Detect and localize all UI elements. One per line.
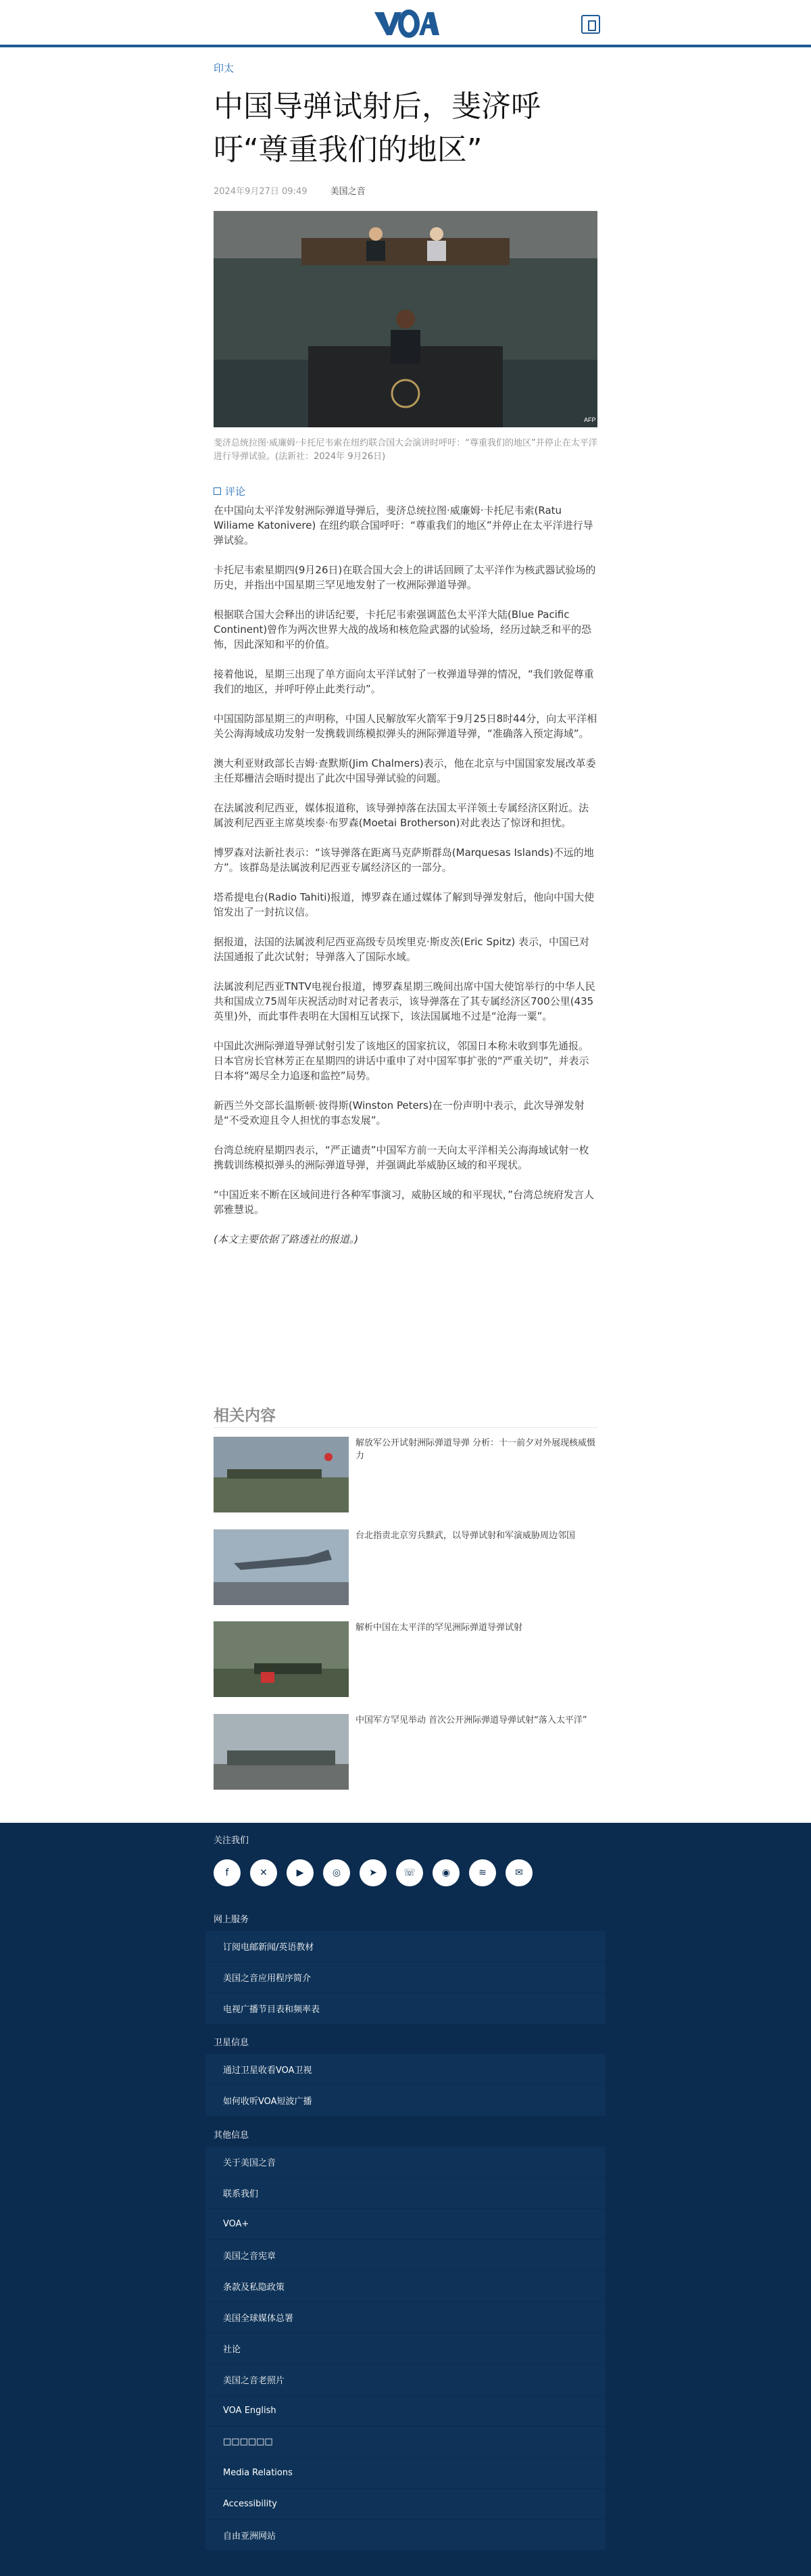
footer-link[interactable]: 社论 xyxy=(205,2333,606,2364)
email-icon[interactable]: ✉ xyxy=(506,1859,533,1886)
footer-link[interactable]: VOA+ xyxy=(205,2209,606,2240)
comments-label: 评论 xyxy=(225,485,246,498)
paragraph: 在法属波利尼西亚，媒体报道称，该导弹掉落在法国太平洋领土专属经济区附近。法属波利尼西亚主席莫埃泰·布罗森(Moetai Brotherson)对此表达了惊讶和担忧。 xyxy=(214,802,589,829)
related-thumbnail[interactable] xyxy=(214,1529,349,1605)
other-heading: 其他信息 xyxy=(214,2130,249,2141)
related-thumbnail[interactable] xyxy=(214,1621,349,1697)
publish-date: 2024年9月27日 09:49 xyxy=(214,187,308,197)
footer-link[interactable]: 如何收听VOA短波广播 xyxy=(205,2085,606,2116)
paragraph: 塔希提电台(Radio Tahiti)报道，博罗森在通过媒体了解到导弹发射后，他向中国大使馆发出了一封抗议信。 xyxy=(214,891,595,918)
other-info-list xyxy=(205,2147,606,2551)
comments-link[interactable] xyxy=(214,484,245,498)
online-services-list xyxy=(205,1931,606,2024)
paragraph: 新西兰外交部长温斯顿·彼得斯(Winston Peters)在一份声明中表示，此次导弹发射是“不受欢迎且令人担忧的事态发展”。 xyxy=(214,1099,585,1126)
related-title[interactable]: 解析中国在太平洋的罕见洲际弹道导弹试射 xyxy=(355,1623,523,1633)
article-meta xyxy=(214,184,366,197)
divider xyxy=(214,1427,597,1428)
page-title: 中国导弹试射后，斐济呼吁“尊重我们的地区” xyxy=(214,89,541,167)
comment-icon xyxy=(214,487,221,495)
byline-source[interactable]: 美国之音 xyxy=(330,187,366,197)
related-item[interactable] xyxy=(214,1714,597,1794)
footer-link[interactable]: Media Relations xyxy=(205,2458,606,2489)
footer-link[interactable]: □□□□□□ xyxy=(205,2427,606,2458)
paragraph: “中国近来不断在区域间进行各种军事演习，威胁区域的和平现状，”台湾总统府发言人郭雅慧说。 xyxy=(214,1189,595,1216)
article-body xyxy=(214,503,597,1262)
hero-image xyxy=(214,211,597,427)
footer-link[interactable]: VOA English xyxy=(205,2395,606,2427)
section-link[interactable]: 印太 xyxy=(214,62,235,74)
footer-link[interactable]: 通过卫星收看VOA卫视 xyxy=(205,2054,606,2085)
follow-heading: 关注我们 xyxy=(214,1836,249,1846)
footer-link[interactable]: 关于美国之音 xyxy=(205,2147,606,2178)
photo-credit: AFP xyxy=(584,416,596,423)
footer-link[interactable]: 联系我们 xyxy=(205,2178,606,2209)
related-title[interactable]: 中国军方罕见举动 首次公开洲际弹道导弹试射“落入太平洋” xyxy=(355,1715,587,1725)
paragraph: 中国此次洲际弹道导弹试射引发了该地区的国家抗议，邻国日本称未收到事先通报。日本官房长官林芳正在星期四的讲话中重申了对中国军事扩张的“严重关切”，并表示日本将“竭尽全力追逐和监控”局势。 xyxy=(214,1040,589,1082)
paragraph: 博罗森对法新社表示：“该导弹落在距离马克萨斯群岛(Marquesas Islands)不远的地方”。该群岛是法属波利尼西亚专属经济区的一部分。 xyxy=(214,846,594,874)
related-heading: 相关内容 xyxy=(214,1407,276,1425)
related-item[interactable] xyxy=(214,1621,597,1701)
paragraph: 根据联合国大会释出的讲话纪要，卡托尼韦索强调蓝色太平洋大陆(Blue Pacific Continent)曾作为两次世界大战的战场和核危险武器的试验场，经历过缺乏和平的恐怖，因此深知和平的价值。 xyxy=(214,609,592,650)
facebook-icon[interactable]: f xyxy=(214,1859,241,1886)
youtube-icon[interactable]: ▶ xyxy=(287,1859,314,1886)
satellite-list xyxy=(205,2054,606,2116)
related-item[interactable] xyxy=(214,1437,597,1517)
footer-link[interactable]: 自由亚洲网站 xyxy=(205,2520,606,2551)
paragraph: 中国国防部星期三的声明称，中国人民解放军火箭军于9月25日8时44分，向太平洋相关公海海域成功发射一发携载训练模拟弹头的洲际弹道导弹，“准确落入预定海域”。 xyxy=(214,713,597,740)
twitter-icon[interactable]: ✕ xyxy=(250,1859,277,1886)
footer-link[interactable]: 美国之音宪章 xyxy=(205,2240,606,2271)
paragraph: 法属波利尼西亚TNTV电视台报道，博罗森星期三晚间出席中国大使馆举行的中华人民共和国成立75周年庆祝活动时对记者表示，该导弹落在了其专属经济区700公里(435英里)外，而此事件表明在大国相互试探下，该法国属地不过是“沧海一粟”。 xyxy=(214,980,595,1022)
footer-link[interactable]: 美国全球媒体总署 xyxy=(205,2302,606,2333)
social-links xyxy=(214,1859,533,1886)
instagram-icon[interactable]: ◎ xyxy=(323,1859,350,1886)
voa-logo[interactable] xyxy=(372,8,439,39)
image-caption: 斐济总统拉图·威廉姆·卡托尼韦索在纽约联合国大会演讲时呼吁：“尊重我们的地区”并停止在太平洋进行导弹试验。(法新社：2024年 9月26日) xyxy=(214,438,597,462)
paragraph: 台湾总统府星期四表示，“严正谴责”中国军方前一天向太平洋相关公海海域试射一枚携载训练模拟弹头的洲际弹道导弹，并强调此举威胁区域的和平现状。 xyxy=(214,1144,589,1171)
footer-link[interactable]: 美国之音应用程序简介 xyxy=(205,1962,606,1993)
related-title[interactable]: 台北指责北京穷兵黩武，以导弹试射和军演威胁周边邻国 xyxy=(355,1531,576,1541)
footer-link[interactable]: 条款及私隐政策 xyxy=(205,2271,606,2302)
footer-link[interactable]: Accessibility xyxy=(205,2489,606,2520)
source-note: (本文主要依据了路透社的报道。) xyxy=(214,1233,359,1245)
footer-link[interactable]: 订阅电邮新闻/英语教材 xyxy=(205,1931,606,1962)
paragraph: 接着他说，星期三出现了单方面向太平洋试射了一枚弹道导弹的情况，“我们敦促尊重我们的地区，并呼吁停止此类行动”。 xyxy=(214,668,594,695)
paragraph: 据报道，法国的法属波利尼西亚高级专员埃里克·斯皮茨(Eric Spitz) 表示，中国已对法国通报了此次试射；导弹落入了国际水域。 xyxy=(214,936,590,963)
rss-icon[interactable]: ≋ xyxy=(469,1859,496,1886)
footer-link[interactable]: 电视广播节目表和频率表 xyxy=(205,1993,606,2024)
footer-link[interactable]: 美国之音老照片 xyxy=(205,2364,606,2395)
search-icon[interactable] xyxy=(581,15,600,34)
podcast-icon[interactable]: ◉ xyxy=(433,1859,460,1886)
top-bar xyxy=(0,0,811,47)
paragraph: 在中国向太平洋发射洲际弹道导弹后，斐济总统拉图·威廉姆·卡托尼韦索(Ratu Wiliame Katonivere) 在纽约联合国呼吁：“尊重我们的地区”并停止在太平洋进行导弹试验。 xyxy=(214,504,593,546)
related-title[interactable]: 解放军公开试射洲际弹道导弹 分析：十一前夕对外展现核威慑力 xyxy=(355,1438,596,1461)
paragraph: 澳大利亚财政部长吉姆·查默斯(Jim Chalmers)表示，他在北京与中国国家发展改革委主任郑栅洁会晤时提出了此次中国导弹试验的问题。 xyxy=(214,757,596,784)
related-thumbnail[interactable] xyxy=(214,1437,349,1512)
telegram-icon[interactable]: ➤ xyxy=(360,1859,387,1886)
whatsapp-icon[interactable]: ☏ xyxy=(396,1859,423,1886)
paragraph: 卡托尼韦索星期四(9月26日)在联合国大会上的讲话回顾了太平洋作为核武器试验场的历史，并指出中国星期三罕见地发射了一枚洲际弹道导弹。 xyxy=(214,564,596,591)
satellite-heading: 卫星信息 xyxy=(214,2038,249,2048)
online-heading: 网上服务 xyxy=(214,1915,249,1925)
related-item[interactable] xyxy=(214,1529,597,1609)
related-thumbnail[interactable] xyxy=(214,1714,349,1790)
